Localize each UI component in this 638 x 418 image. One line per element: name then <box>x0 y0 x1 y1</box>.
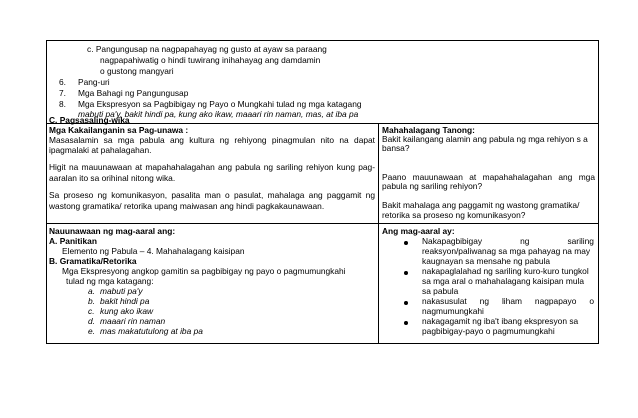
skill-3-line-1 <box>422 296 594 306</box>
understanding-p1-line-2: ipagmalaki at pahalagahan. <box>49 145 152 155</box>
skill-3-line-2: nagmumungkahi <box>422 306 484 316</box>
gramatika-line-2: tulad ng mga katagang: <box>66 276 154 286</box>
expression-a-letter: a. <box>88 286 95 296</box>
understanding-p1-line-1: Masasalamin sa mga pabula ang kultura ng rehiyong pinagmulan nito na dapat <box>49 135 375 145</box>
skill-3-word-4: nagpapayo <box>534 296 577 306</box>
skill-2-line-2: sa mga aral o mahahalagang kaisipan mula <box>422 276 585 286</box>
skill-4-bullet-icon <box>404 321 408 325</box>
item-c-line-2: nagpapahiwatig o hindi tuwirang inihahayag ang damdamin <box>100 55 321 65</box>
skill-3-word-1: nakasusulat <box>422 296 467 306</box>
item-6-number: 6. <box>59 77 66 87</box>
item-6-text: Pang-uri <box>78 77 110 87</box>
skill-1-line-1 <box>422 236 594 246</box>
question-1-line-2: bansa? <box>382 143 410 153</box>
item-8-line-1: Mga Ekspresyon sa Pagbibigay ng Payo o Mungkahi tulad ng mga katagang <box>78 99 362 109</box>
skill-1-bullet-icon <box>404 241 408 245</box>
question-2-line-1: Paano mauunawaan at mapahahalagahan ang mga <box>382 172 595 182</box>
questions-heading: Mahahalagang Tanong: <box>382 125 475 135</box>
item-7-text: Mga Bahagi ng Pangungusap <box>78 88 189 98</box>
expression-e-text: mas makatutulong at iba pa <box>100 326 203 336</box>
skill-1-word-2: ng <box>520 236 530 246</box>
skill-2-line-3: sa pabula <box>422 286 459 296</box>
section-c-heading: C. Pagsasaling-wika <box>49 115 130 125</box>
gramatika-line-1: Mga Ekspresyong angkop gamitin sa pagbibigay ng payo o pagmumungkahi <box>62 266 346 276</box>
skill-4-line-1: nakagagamit ng iba't ibang ekspresyon sa <box>422 316 579 326</box>
item-8-number: 8. <box>59 99 66 109</box>
panitikan-label: A. Panitikan <box>49 236 97 246</box>
skill-2-bullet-icon <box>404 271 408 275</box>
expression-e-letter: e. <box>88 326 95 336</box>
question-1-line-1: Bakit kailangang alamin ang pabula ng mga rehiyon s a <box>382 134 588 144</box>
question-2-line-2: pabula ng sariling rehiyon? <box>382 181 483 191</box>
understanding-heading: Mga Kakailanganin sa Pag-unawa : <box>49 125 189 135</box>
expression-c-text: kung ako ikaw <box>100 306 154 316</box>
skill-2-line-1: nakapaglalahad ng sariling kuro-kuro tungkol <box>422 266 589 276</box>
understanding-p3-line-2: wastong gramatika/ retorika upang maiwasan ang hindi pagkakaunawaan. <box>49 201 325 211</box>
skill-1-word-3: sariling <box>567 236 594 246</box>
expression-c-letter: c. <box>88 306 95 316</box>
item-8-line-2: mabuti pa'y, bakit hindi pa, kung ako ikaw, maaari rin naman, mas, at iba pa <box>78 109 359 119</box>
skills-heading: Ang mag-aaral ay: <box>382 226 455 236</box>
skill-1-line-2: reaksyon/paliwanag sa mga pahayag na may <box>422 246 591 256</box>
question-3-line-1: Bakit mahalaga ang paggamit ng wastong gramatika/ <box>382 200 580 210</box>
question-3-line-2: retorika sa proseso ng komunikasyon? <box>382 210 526 220</box>
skill-4-line-2: pagbibigay-payo o pagmumungkahi <box>422 326 555 336</box>
skill-3-bullet-icon <box>404 301 408 305</box>
item-c-line-1: c. Pangungusap na nagpapahayag ng gusto at ayaw sa paraang <box>87 44 327 54</box>
expression-d-letter: d. <box>88 316 95 326</box>
skill-1-word-1: Nakapagbibigay <box>422 236 483 246</box>
item-7-number: 7. <box>59 88 66 98</box>
expression-d-text: maaari rin naman <box>100 316 166 326</box>
expression-b-text: bakit hindi pa <box>100 296 150 306</box>
skill-3-word-2: ng <box>479 296 489 306</box>
item-c-line-3: o gustong mangyari <box>100 66 174 76</box>
skill-1-line-3: kaugnayan sa mensahe ng pabula <box>422 256 551 266</box>
expression-b-letter: b. <box>88 296 95 306</box>
understanding-p2-line-1: Higit na mauunawaan at mapahahalagahan ang pabula ng sariling rehiyon kung pag- <box>49 162 375 172</box>
knowledge-heading: Nauunawaan ng mag-aaral ang: <box>49 226 176 236</box>
understanding-p3-line-1: Sa proseso ng komunikasyon, pasalita man o pasulat, mahalaga ang paggamit ng <box>49 190 375 200</box>
skill-3-word-3: liham <box>501 296 522 306</box>
gramatika-label: B. Gramatika/Retorika <box>49 256 137 266</box>
skill-3-word-5: o <box>589 296 594 306</box>
expression-a-text: mabuti pa'y <box>100 286 143 296</box>
panitikan-item: Elemento ng Pabula – 4. Mahahalagang kaisipan <box>62 246 245 256</box>
understanding-p2-line-2: aaralan ito sa orihinal nitong wika. <box>49 173 176 183</box>
